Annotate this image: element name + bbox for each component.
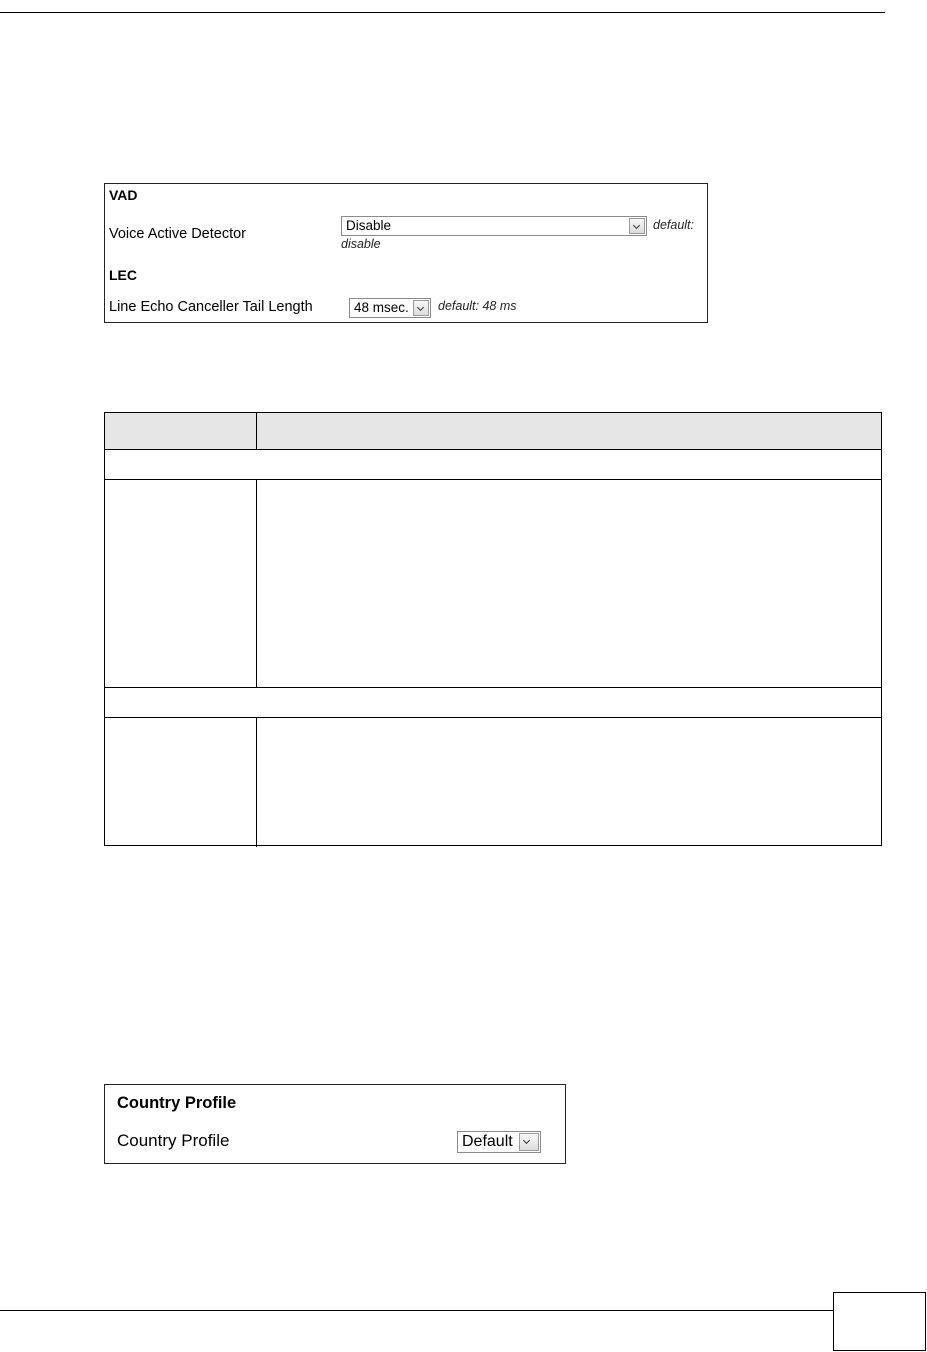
table-column-divider xyxy=(256,479,257,687)
footer-rule xyxy=(0,1310,833,1311)
description-table xyxy=(104,412,882,846)
country-profile-heading: Country Profile xyxy=(117,1094,237,1112)
table-header-row xyxy=(105,413,881,450)
vad-select-value: Disable xyxy=(346,218,392,233)
vad-default-hint-value: disable xyxy=(341,237,381,251)
voice-settings-panel xyxy=(104,183,708,323)
lec-label: Line Echo Canceller Tail Length xyxy=(109,299,313,315)
country-profile-label: Country Profile xyxy=(117,1131,230,1150)
table-header-divider xyxy=(256,413,257,449)
lec-default-hint: default: 48 ms xyxy=(438,299,517,313)
vad-select[interactable] xyxy=(341,216,647,236)
table-row-divider xyxy=(105,687,881,688)
vad-default-hint: default: xyxy=(653,218,695,232)
lec-select[interactable] xyxy=(349,298,431,318)
country-profile-panel xyxy=(104,1084,566,1164)
chevron-down-icon xyxy=(629,218,645,234)
country-profile-select[interactable] xyxy=(457,1131,541,1153)
table-column-divider xyxy=(256,717,257,847)
lec-select-value: 48 msec. xyxy=(354,300,409,315)
table-row-divider xyxy=(105,479,881,480)
page-number-box xyxy=(833,1292,926,1351)
lec-heading: LEC xyxy=(109,267,137,283)
table-row-divider xyxy=(105,717,881,718)
header-rule xyxy=(0,12,885,13)
country-profile-select-value: Default xyxy=(462,1133,513,1150)
vad-label: Voice Active Detector xyxy=(109,226,247,242)
chevron-down-icon xyxy=(519,1133,539,1151)
chevron-down-icon xyxy=(413,300,429,316)
vad-heading: VAD xyxy=(109,187,138,203)
